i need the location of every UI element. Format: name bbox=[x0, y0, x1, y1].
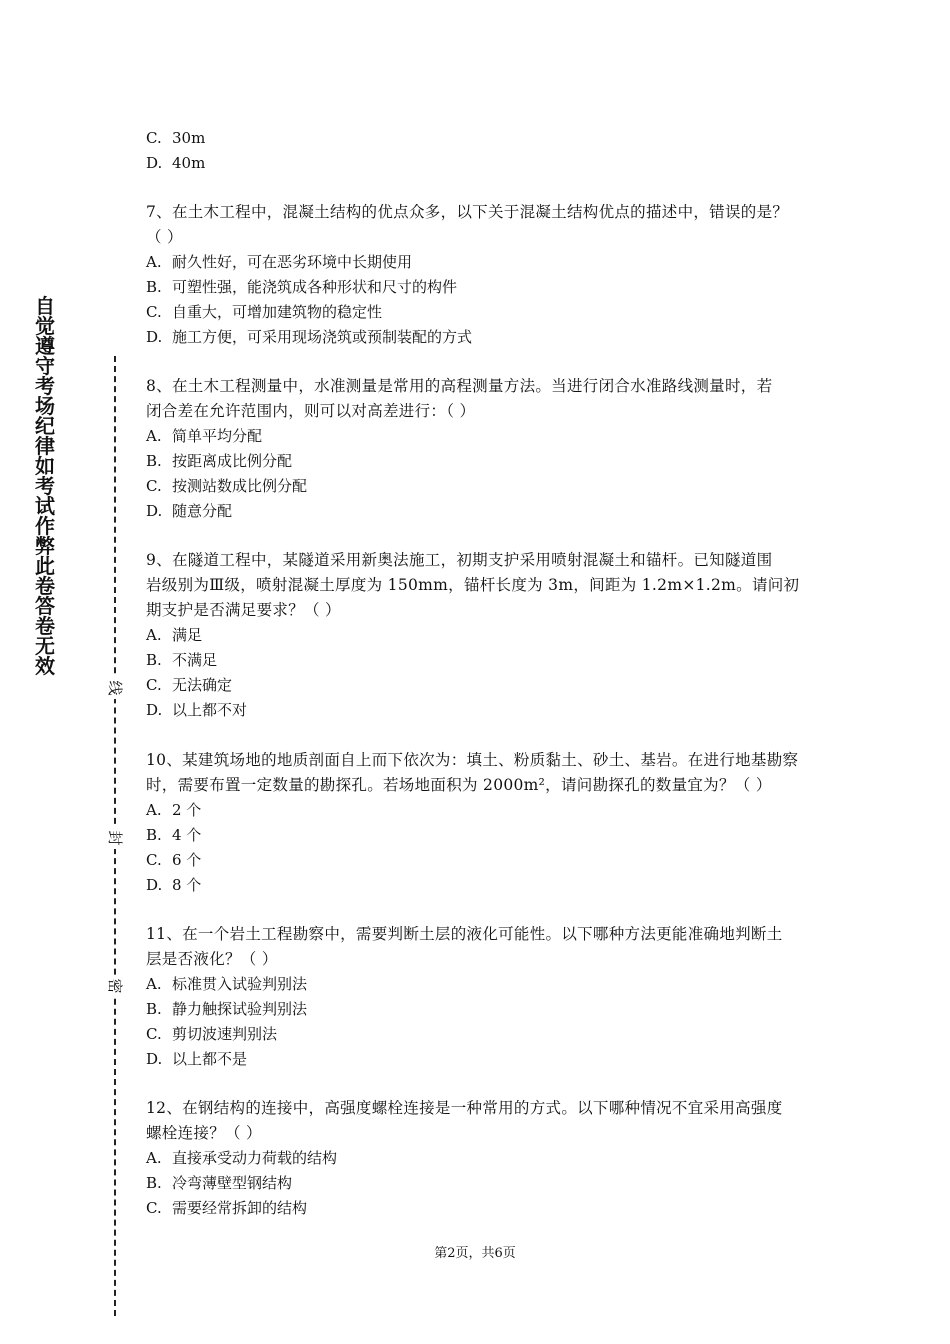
page-number: 第2页，共6页 bbox=[434, 1246, 516, 1261]
question-stem: 11、在一个岩土工程勘察中，需要判断土层的液化可能性。以下哪种方法更能准确地判断土 bbox=[146, 925, 783, 943]
option-c: C. 剪切波速判别法 bbox=[146, 1025, 278, 1043]
option-d: D. 以上都不对 bbox=[146, 701, 248, 719]
carryover-options bbox=[146, 126, 814, 176]
option-d: D. 施工方便，可采用现场浇筑或预制装配的方式 bbox=[146, 328, 473, 346]
option-c: C. 无法确定 bbox=[146, 676, 233, 694]
binding-mark-xian: 线 bbox=[103, 677, 127, 699]
question-11 bbox=[146, 922, 814, 1072]
option-d: D. 以上都不是 bbox=[146, 1050, 248, 1068]
question-stem: 层是否液化？（ ） bbox=[146, 950, 278, 968]
question-stem: （ ） bbox=[146, 228, 183, 246]
option-a: A. 耐久性好，可在恶劣环境中长期使用 bbox=[146, 253, 413, 271]
question-stem: 10、某建筑场地的地质剖面自上而下依次为：填土、粉质黏土、砂土、基岩。在进行地基勘察 bbox=[146, 751, 799, 769]
exam-discipline-warning: 自觉遵守考场纪律如考试作弊此卷答卷无效 bbox=[35, 294, 55, 678]
question-12 bbox=[146, 1096, 814, 1221]
option-d: D. 8 个 bbox=[146, 876, 202, 894]
question-stem: 12、在钢结构的连接中，高强度螺栓连接是一种常用的方式。以下哪种情况不宜采用高强度 bbox=[146, 1099, 783, 1117]
question-9 bbox=[146, 548, 814, 723]
option-a: A. 标准贯入试验判别法 bbox=[146, 975, 308, 993]
option-b: B. 可塑性强，能浇筑成各种形状和尺寸的构件 bbox=[146, 278, 458, 296]
option-d: D. 随意分配 bbox=[146, 502, 233, 520]
binding-mark-mi: 密 bbox=[103, 975, 127, 997]
option-b: B. 静力触探试验判别法 bbox=[146, 1000, 308, 1018]
question-stem: 7、在土木工程中，混凝土结构的优点众多，以下关于混凝土结构优点的描述中，错误的是？ bbox=[146, 203, 789, 221]
question-stem: 期支护是否满足要求？（ ） bbox=[146, 601, 341, 619]
option-a: A. 2 个 bbox=[146, 801, 202, 819]
option: C. 30m bbox=[146, 129, 206, 147]
option-c: C. 自重大，可增加建筑物的稳定性 bbox=[146, 303, 383, 321]
option-a: A. 满足 bbox=[146, 626, 203, 644]
question-7 bbox=[146, 200, 814, 350]
question-stem: 8、在土木工程测量中，水准测量是常用的高程测量方法。当进行闭合水准路线测量时，若 bbox=[146, 377, 773, 395]
option-c: C. 需要经常拆卸的结构 bbox=[146, 1199, 308, 1217]
option-b: B. 冷弯薄壁型钢结构 bbox=[146, 1174, 293, 1192]
question-stem: 9、在隧道工程中，某隧道采用新奥法施工，初期支护采用喷射混凝土和锚杆。已知隧道围 bbox=[146, 551, 773, 569]
option-b: B. 4 个 bbox=[146, 826, 202, 844]
option-b: B. 按距离成比例分配 bbox=[146, 452, 293, 470]
option-b: B. 不满足 bbox=[146, 651, 218, 669]
option-a: A. 简单平均分配 bbox=[146, 427, 263, 445]
option-c: C. 按测站数成比例分配 bbox=[146, 477, 308, 495]
option-a: A. 直接承受动力荷载的结构 bbox=[146, 1149, 338, 1167]
question-stem: 螺栓连接？（ ） bbox=[146, 1124, 262, 1142]
option-c: C. 6 个 bbox=[146, 851, 202, 869]
question-8 bbox=[146, 374, 814, 524]
question-stem: 时，需要布置一定数量的勘探孔。若场地面积为 2000m²，请问勘探孔的数量宜为？（ ） bbox=[146, 776, 772, 794]
binding-mark-feng: 封 bbox=[103, 827, 127, 849]
question-stem: 闭合差在允许范围内，则可以对高差进行：（ ） bbox=[146, 402, 476, 420]
question-10 bbox=[146, 748, 814, 898]
question-stem: 岩级别为Ⅲ级，喷射混凝土厚度为 150mm，锚杆长度为 3m，间距为 1.2m×1.2m。请问初 bbox=[146, 576, 800, 594]
option: D. 40m bbox=[146, 154, 206, 172]
